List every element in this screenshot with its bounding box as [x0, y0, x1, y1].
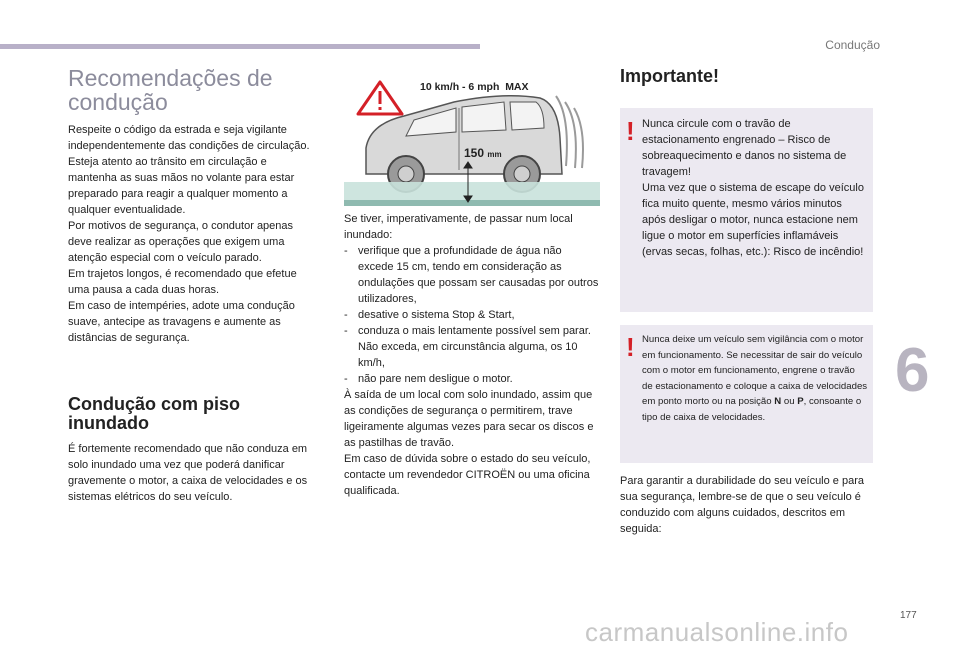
warning-box-1-text — [642, 116, 866, 260]
watermark: carmanualsonline.info — [585, 617, 849, 647]
list-item: - desative o sistema Stop & Start, — [344, 309, 515, 321]
road-surface — [344, 200, 600, 206]
intro-line: Em caso de intempéries, adote uma condução suave, antecipe as travagens e aumente as distâncias de segurança. — [68, 300, 295, 344]
max-speed-label: 10 km/h - 6 mph MAX — [420, 81, 529, 93]
depth-number: 150 — [464, 146, 485, 160]
flooded-road-figure — [344, 78, 600, 206]
depth-unit: mm — [487, 150, 502, 159]
flood-warning-text: É fortemente recomendado que não conduza em solo inundado uma vez que poderá danificar gravemente o motor, a caixa de velocidades e os sistemas elétricos do seu veículo. — [68, 443, 308, 503]
list-item: - conduza o mais lentamente possível sem parar. Não exceda, em circunstância alguma, os 10 km/h, — [344, 325, 591, 369]
page-number: 177 — [900, 610, 917, 621]
exclamation-icon: ! — [626, 116, 635, 146]
warning-box-2 — [620, 325, 873, 463]
important-title: Importante! — [620, 66, 719, 86]
flood-intro: Se tiver, imperativamente, de passar num local inundado: — [344, 213, 573, 241]
exhaust-fire-warning: Uma vez que o sistema de escape do veículo fica muito quente, mesmo vários minutos após desligar o motor, nunca estacione nem ligue o motor em superfícies inflamáveis (ervas secas, folhas, etc.): Risco de incêndio! — [642, 182, 864, 258]
header-accent-bar — [0, 44, 480, 49]
intro-line: Respeite o código da estrada e seja vigilante independentemente das condições de circulação. — [68, 124, 310, 152]
closing-text: Para garantir a durabilidade do seu veículo e para sua segurança, lembre-se de que o seu veículo é conduzido com alguns cuidados, descritos em seguida: — [620, 475, 864, 535]
parking-brake-warning: Nunca circule com o travão de estacionamento engrenado – Risco de sobreaquecimento e danos no sistema de travagem! — [642, 118, 847, 178]
intro-line: Esteja atento ao trânsito em circulação e mantenha as suas mãos no volante para estar preparado para reagir a qualquer momento a qualquer eventualidade. — [68, 156, 295, 216]
intro-line: Em trajetos longos, é recomendado que efetue uma pausa a cada duas horas. — [68, 268, 297, 296]
page-title: Recomendações de condução — [68, 65, 273, 115]
car-in-water-illustration — [344, 78, 600, 206]
depth-value — [464, 146, 502, 160]
list-item: - verifique que a profundidade de água não excede 15 cm, tendo em consideração as ondulações que possam ser causadas por outros utilizadores, — [344, 245, 599, 305]
warning-box-1 — [620, 108, 873, 312]
intro-paragraphs — [68, 122, 318, 346]
flood-bullet-list — [344, 243, 600, 387]
flood-instructions — [344, 211, 600, 499]
warning-triangle-icon — [358, 82, 402, 114]
list-item: - não pare nem desligue o motor. — [344, 373, 513, 385]
exclamation-icon: ! — [626, 332, 635, 362]
chapter-number: 6 — [895, 336, 930, 405]
after-flood-text: À saída de um local com solo inundado, assim que as condições de segurança o permitirem, trave ligeiramente algumas vezes para secar os discos e as pastilhas de travão. — [344, 389, 594, 449]
section-title: Condução — [825, 38, 880, 52]
dealer-contact-text: Em caso de dúvida sobre o estado do seu veículo, contacte um revendedor CITROËN ou uma oficina qualificada. — [344, 453, 591, 497]
unattended-vehicle-warning: Nunca deixe um veículo sem vigilância com o motor em funcionamento. Se necessitar de sair do veículo com o motor em funcionamento, engrene o travão de estacionamento e coloque a caixa de velocidades em ponto morto ou na posição N ou P, consoante o tipo de caixa de velocidades. — [642, 334, 868, 423]
flood-section-title: Condução com piso inundado — [68, 394, 241, 433]
intro-line: Por motivos de segurança, o condutor apenas deve realizar as operações que exigem uma atenção especial com o veículo parado. — [68, 220, 294, 264]
